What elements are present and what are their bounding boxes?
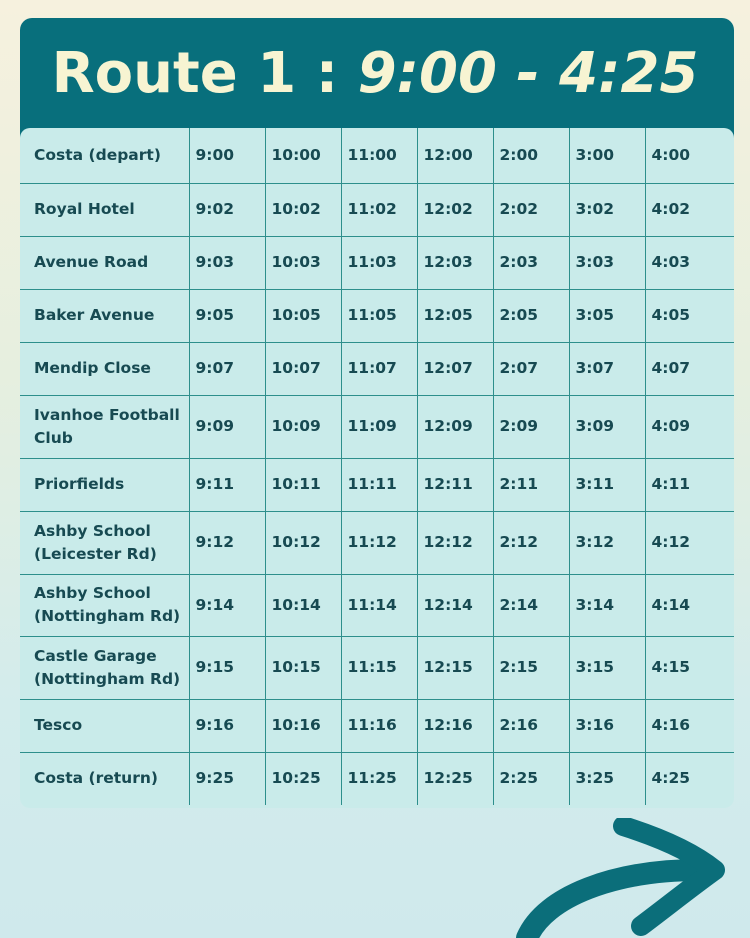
departure-time-cell: 10:07 bbox=[265, 342, 341, 395]
departure-time-cell: 2:03 bbox=[493, 236, 569, 289]
departure-time-cell: 9:14 bbox=[189, 574, 265, 636]
departure-time-cell: 10:09 bbox=[265, 395, 341, 458]
departure-time-cell: 3:02 bbox=[569, 183, 645, 236]
departure-time-cell: 12:02 bbox=[417, 183, 493, 236]
table-row bbox=[20, 752, 734, 805]
departure-time-cell: 2:07 bbox=[493, 342, 569, 395]
page-title bbox=[0, 40, 750, 108]
departure-time-cell: 12:03 bbox=[417, 236, 493, 289]
departure-time-cell: 4:00 bbox=[645, 128, 734, 183]
departure-time-cell: 10:15 bbox=[265, 636, 341, 699]
table-row bbox=[20, 289, 734, 342]
stop-name-cell: Ivanhoe Football Club bbox=[20, 395, 189, 458]
departure-time-cell: 12:12 bbox=[417, 511, 493, 574]
departure-time-cell: 12:14 bbox=[417, 574, 493, 636]
departure-time-cell: 3:14 bbox=[569, 574, 645, 636]
departure-time-cell: 11:00 bbox=[341, 128, 417, 183]
departure-time-cell: 10:12 bbox=[265, 511, 341, 574]
departure-time-cell: 9:09 bbox=[189, 395, 265, 458]
departure-time-cell: 10:11 bbox=[265, 458, 341, 511]
departure-time-cell: 9:00 bbox=[189, 128, 265, 183]
departure-time-cell: 11:12 bbox=[341, 511, 417, 574]
departure-time-cell: 12:11 bbox=[417, 458, 493, 511]
departure-time-cell: 4:16 bbox=[645, 699, 734, 752]
departure-time-cell: 9:11 bbox=[189, 458, 265, 511]
table-row bbox=[20, 574, 734, 636]
stop-name-cell: Royal Hotel bbox=[20, 183, 189, 236]
departure-time-cell: 3:25 bbox=[569, 752, 645, 805]
departure-time-cell: 4:11 bbox=[645, 458, 734, 511]
departure-time-cell: 3:09 bbox=[569, 395, 645, 458]
departure-time-cell: 10:25 bbox=[265, 752, 341, 805]
departure-time-cell: 4:25 bbox=[645, 752, 734, 805]
departure-time-cell: 12:07 bbox=[417, 342, 493, 395]
departure-time-cell: 4:14 bbox=[645, 574, 734, 636]
departure-time-cell: 2:14 bbox=[493, 574, 569, 636]
departure-time-cell: 4:09 bbox=[645, 395, 734, 458]
timetable-grid bbox=[20, 128, 734, 805]
stop-name-cell: Tesco bbox=[20, 699, 189, 752]
departure-time-cell: 11:05 bbox=[341, 289, 417, 342]
departure-time-cell: 12:15 bbox=[417, 636, 493, 699]
departure-time-cell: 4:03 bbox=[645, 236, 734, 289]
stop-name-cell: Avenue Road bbox=[20, 236, 189, 289]
departure-time-cell: 9:25 bbox=[189, 752, 265, 805]
departure-time-cell: 12:16 bbox=[417, 699, 493, 752]
departure-time-cell: 11:25 bbox=[341, 752, 417, 805]
departure-time-cell: 11:16 bbox=[341, 699, 417, 752]
table-row bbox=[20, 128, 734, 183]
departure-time-cell: 9:07 bbox=[189, 342, 265, 395]
departure-time-cell: 10:14 bbox=[265, 574, 341, 636]
timetable bbox=[20, 128, 734, 808]
departure-time-cell: 4:07 bbox=[645, 342, 734, 395]
departure-time-cell: 12:09 bbox=[417, 395, 493, 458]
departure-time-cell: 4:12 bbox=[645, 511, 734, 574]
departure-time-cell: 9:02 bbox=[189, 183, 265, 236]
departure-time-cell: 4:02 bbox=[645, 183, 734, 236]
departure-time-cell: 2:00 bbox=[493, 128, 569, 183]
departure-time-cell: 9:15 bbox=[189, 636, 265, 699]
departure-time-cell: 12:25 bbox=[417, 752, 493, 805]
departure-time-cell: 10:03 bbox=[265, 236, 341, 289]
departure-time-cell: 10:02 bbox=[265, 183, 341, 236]
departure-time-cell: 3:16 bbox=[569, 699, 645, 752]
departure-time-cell: 3:15 bbox=[569, 636, 645, 699]
table-row bbox=[20, 395, 734, 458]
departure-time-cell: 12:05 bbox=[417, 289, 493, 342]
departure-time-cell: 11:02 bbox=[341, 183, 417, 236]
departure-time-cell: 11:11 bbox=[341, 458, 417, 511]
departure-time-cell: 11:03 bbox=[341, 236, 417, 289]
stop-name-cell: Costa (depart) bbox=[20, 128, 189, 183]
departure-time-cell: 3:03 bbox=[569, 236, 645, 289]
table-row bbox=[20, 699, 734, 752]
stop-name-cell: Costa (return) bbox=[20, 752, 189, 805]
table-row bbox=[20, 342, 734, 395]
departure-time-cell: 2:25 bbox=[493, 752, 569, 805]
departure-time-cell: 3:05 bbox=[569, 289, 645, 342]
stop-name-cell: Priorfields bbox=[20, 458, 189, 511]
stop-name-cell: Castle Garage (Nottingham Rd) bbox=[20, 636, 189, 699]
table-row bbox=[20, 236, 734, 289]
departure-time-cell: 11:07 bbox=[341, 342, 417, 395]
departure-time-cell: 12:00 bbox=[417, 128, 493, 183]
table-row bbox=[20, 458, 734, 511]
departure-time-cell: 2:09 bbox=[493, 395, 569, 458]
route-label: Route 1 : bbox=[51, 41, 358, 106]
departure-time-cell: 9:12 bbox=[189, 511, 265, 574]
departure-time-cell: 3:11 bbox=[569, 458, 645, 511]
stop-name-cell: Ashby School (Nottingham Rd) bbox=[20, 574, 189, 636]
departure-time-cell: 9:16 bbox=[189, 699, 265, 752]
departure-time-cell: 11:09 bbox=[341, 395, 417, 458]
departure-time-cell: 2:02 bbox=[493, 183, 569, 236]
curved-arrow-right-icon bbox=[505, 818, 735, 938]
departure-time-cell: 3:12 bbox=[569, 511, 645, 574]
departure-time-cell: 2:05 bbox=[493, 289, 569, 342]
stop-name-cell: Ashby School (Leicester Rd) bbox=[20, 511, 189, 574]
departure-time-cell: 9:03 bbox=[189, 236, 265, 289]
departure-time-cell: 10:00 bbox=[265, 128, 341, 183]
departure-time-cell: 2:16 bbox=[493, 699, 569, 752]
departure-time-cell: 2:15 bbox=[493, 636, 569, 699]
departure-time-cell: 4:05 bbox=[645, 289, 734, 342]
departure-time-cell: 11:14 bbox=[341, 574, 417, 636]
departure-time-cell: 4:15 bbox=[645, 636, 734, 699]
departure-time-cell: 3:07 bbox=[569, 342, 645, 395]
departure-time-cell: 2:12 bbox=[493, 511, 569, 574]
stop-name-cell: Baker Avenue bbox=[20, 289, 189, 342]
departure-time-cell: 10:05 bbox=[265, 289, 341, 342]
route-time-range: 9:00 - 4:25 bbox=[357, 41, 699, 106]
stop-name-cell: Mendip Close bbox=[20, 342, 189, 395]
departure-time-cell: 9:05 bbox=[189, 289, 265, 342]
departure-time-cell: 10:16 bbox=[265, 699, 341, 752]
departure-time-cell: 11:15 bbox=[341, 636, 417, 699]
table-row bbox=[20, 636, 734, 699]
departure-time-cell: 2:11 bbox=[493, 458, 569, 511]
timetable-body bbox=[20, 128, 734, 805]
table-row bbox=[20, 183, 734, 236]
table-row bbox=[20, 511, 734, 574]
departure-time-cell: 3:00 bbox=[569, 128, 645, 183]
